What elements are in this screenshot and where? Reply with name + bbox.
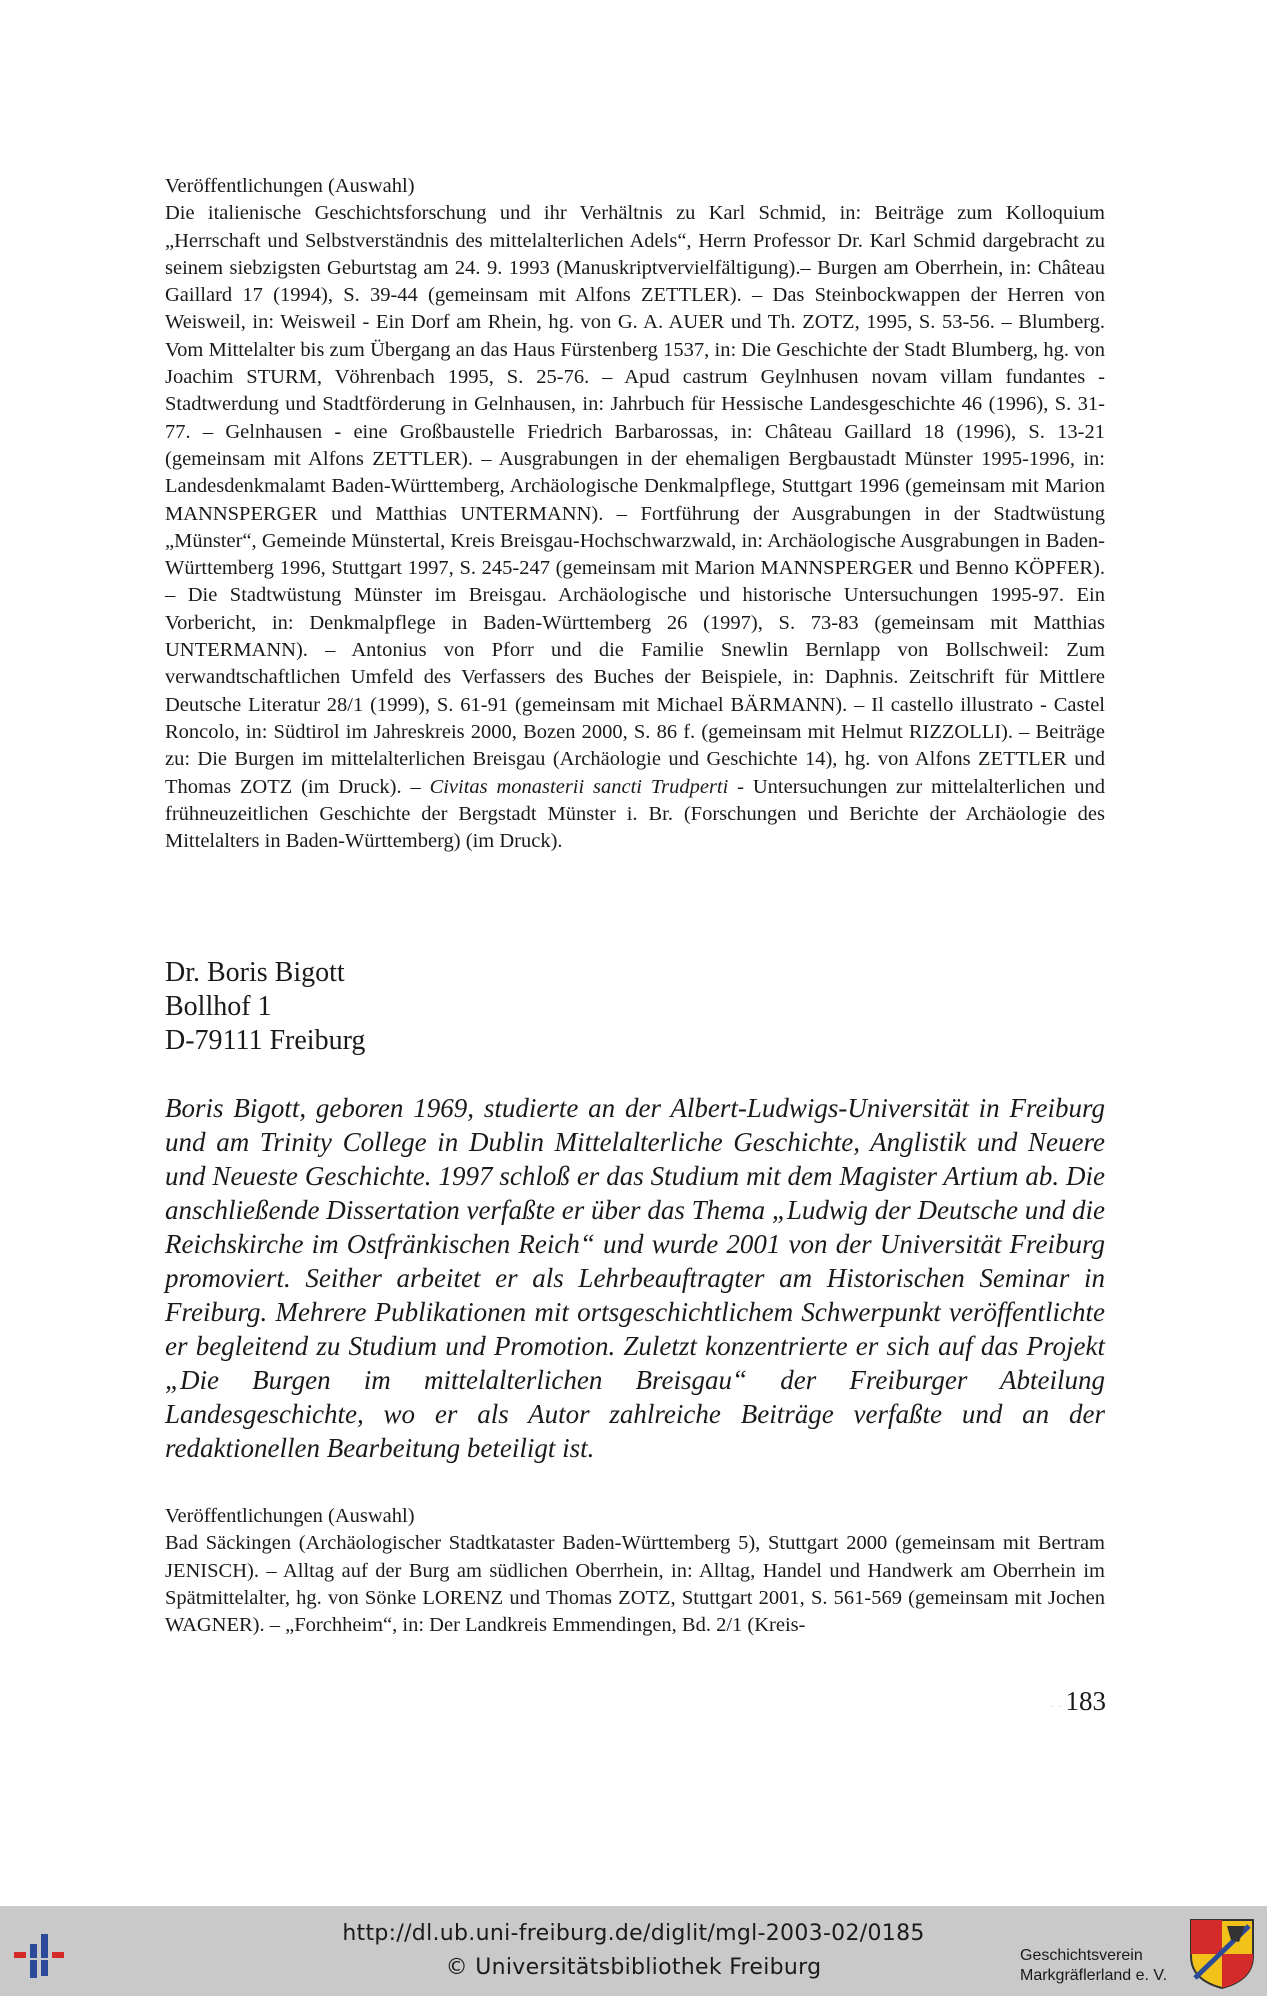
copyright-notice: © Universitätsbibliothek Freiburg [445,1955,822,1980]
publications-text: Die italienische Geschichtsforschung und ihr Verhältnis zu Karl Schmid, in: Beiträge zum Kolloquium „Herrschaft und Selbstverständnis des mittelalterlichen Adels“, Herrn Professor Dr. Karl Schmid dargebracht zu seinem siebzigsten Geburtstag am 24. 9. 1993 (Manuskriptvervielfältigung).– Burgen am Oberrhein, in: Château Gaillard 17 (1994), S. 39-44 (gemeinsam mit Alfons ZETTLER). – Das Steinbockwappen der Herren von Weisweil, in: Weisweil - Ein Dorf am Rhein, hg. von G. A. AUER und Th. ZOTZ, 1995, S. 53-56. – Blumberg. Vom Mittelalter bis zum Übergang an das Haus Fürstenberg 1537, in: Die Geschichte der Stadt Blumberg, hg. von Joachim STURM, Vöhrenbach 1995, S. 25-76. – Apud castrum Geylnhusen novam villam fundantes - Stadtwerdung und Stadtförderung in Gelnhausen, in: Jahrbuch für Hessische Landesgeschichte 46 (1996), S. 31-77. – Gelnhausen - eine Großbaustelle Friedrich Barbarossas, in: Château Gaillard 18 (1996), S. 13-21 (gemeinsam mit Alfons ZETTLER). – Ausgrabungen in der ehemaligen Bergbaustadt Münster 1995-1996, in: Landesdenkmalamt Baden-Württemberg, Archäologische Denkmalpflege, Stuttgart 1996 (gemeinsam mit Marion MANNSPERGER und Matthias UNTERMANN). – Fortführung der Ausgrabungen in der Stadtwüstung „Münster“, Gemeinde Münstertal, Kreis Breisgau-Hochschwarzwald, in: Archäologische Ausgrabungen in Baden-Württemberg 1996, Stuttgart 1997, S. 245-247 (gemeinsam mit Marion MANNSPERGER und Benno KÖPFER). – Die Stadtwüstung Münster im Breisgau. Archäologische und historische Untersuchungen 1995-97. Ein Vorbericht, in: Denkmalpflege in Baden-Württemberg 26 (1997), S. 73-83 (gemeinsam mit Matthias UNTERMANN). – Antonius von Pforr und die Familie Snewlin Bernlapp von Bollschweil: Zum verwandtschaftlichen Umfeld des Verfassers des Buches der Beispiele, in: Daphnis. Zeitschrift für Mittlere Deutsche Literatur 28/1 (1999), S. 61-91 (gemeinsam mit Michael BÄRMANN). – Il castello illustrato - Castel Roncolo, in: Südtirol im Jahreskreis 2000, Bozen 2000, S. 86 f. (gemeinsam mit Helmut RIZZOLLI). – Beiträge zu: Die Burgen im mittelalterlichen Breisgau (Archäologie und Geschichte 14), hg. von Alfons ZETTLER und Thomas ZOTZ (im Druck). – [165,202,1105,798]
author-address [165,956,365,1058]
author-biography: Boris Bigott, geboren 1969, studierte an der Albert-Ludwigs-Universität in Freiburg und am Trinity College in Dublin Mittelalterliche Geschichte, Anglistik und Neuere und Neueste Geschichte. 1997 schloß er das Studium mit dem Magister Artium ab. Die anschließende Dissertation verfaßte er über das Thema „Ludwig der Deutsche und die Reichskirche im Ostfränkischen Reich“ und wurde 2001 von der Universität Freiburg promoviert. Seither arbeitet er als Lehrbeauftragter am Historischen Seminar in Freiburg. Mehrere Publikationen mit ortsgeschichtlichem Schwerpunkt veröffentlichte er begleitend zu Studium und Promotion. Zuletzt konzentrierte er sich auf das Projekt „Die Burgen im mittelalterlichen Breisgau“ der Freiburger Abteilung Landesgeschichte, wo er als Autor zahlreiche Beiträge verfaßte und an der redaktionellen Bearbeitung beteiligt ist. [165,1093,1105,1463]
publications-heading: Veröffentlichungen (Auswahl) [165,175,415,197]
society-line-2: Markgräflerland e. V. [1020,1967,1168,1984]
society-line-1: Geschichtsverein [1020,1947,1143,1964]
society-name[interactable] [1020,1946,1167,1986]
publication-italic-title: Civitas monasterii sancti Trudperti [429,775,729,798]
page-number-value: 183 [1065,1686,1106,1716]
publications-section-1 [165,173,1105,855]
author-city: D-79111 Freiburg [165,1025,366,1056]
publications-heading-2: Veröffentlichungen (Auswahl) [165,1505,415,1527]
author-name: Dr. Boris Bigott [165,957,345,988]
coat-of-arms-icon[interactable] [1187,1916,1257,1990]
publications-section-2 [165,1503,1105,1639]
viewer-footer [0,1906,1267,1996]
author-street: Bollhof 1 [165,991,272,1022]
page-number: · · 183 [1050,1686,1106,1716]
publications-text-continued: - Untersuchungen zur mittelalterlichen und frühneuzeitlichen Geschichte der Bergstadt Münster i. Br. (Forschungen und Berichte der Archäologie des Mittelalters in Baden-Württemberg) (im Druck). [165,775,1105,853]
publications-text-2: Bad Säckingen (Archäologischer Stadtkataster Baden-Württemberg 5), Stuttgart 2000 (gemeinsam mit Bertram JENISCH). – Alltag auf der Burg am südlichen Oberrhein, in: Alltag, Handel und Handwerk am Oberrhein im Spätmittelalter, hg. von Sönke LORENZ und Thomas ZOTZ, Stuttgart 2001, S. 561-569 (gemeinsam mit Jochen WAGNER). – „Forchheim“, in: Der Landkreis Emmendingen, Bd. 2/1 (Kreis- [165,1532,1105,1637]
document-url-link[interactable]: http://dl.ub.uni-freiburg.de/diglit/mgl-2003-02/0185 [342,1921,925,1946]
